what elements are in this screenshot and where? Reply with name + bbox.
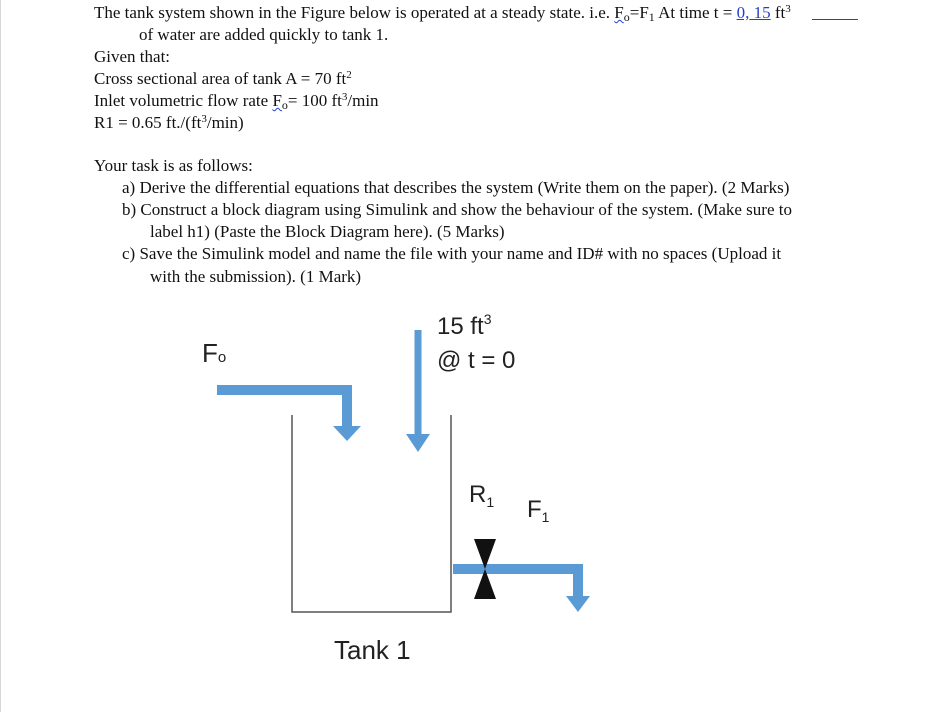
- r1-exponent: 3: [201, 113, 207, 125]
- flow-unit: /min: [347, 91, 379, 110]
- volume-exponent: 3: [785, 3, 791, 15]
- task-b-line-2: label h1) (Paste the Block Diagram here). (5 Marks): [150, 222, 505, 241]
- r1-text: R1 = 0.65 ft./(ft: [94, 113, 202, 132]
- fo-subscript: o: [623, 10, 630, 24]
- outlet-label: [527, 496, 549, 524]
- intro-text-start: The tank system shown in the Figure below is operated at a steady state. i.e.: [94, 3, 615, 22]
- inlet-symbol: F: [202, 338, 218, 368]
- time-zero: 0,: [736, 3, 750, 22]
- outlet-arrowhead: [566, 596, 590, 612]
- flow-symbol: F: [272, 91, 282, 110]
- f1-subscript: 1: [648, 10, 655, 24]
- at-time-text: At time t =: [654, 3, 737, 22]
- inlet-pipe: [217, 390, 347, 428]
- task-c-line-2: with the submission). (1 Mark): [150, 267, 362, 286]
- tank-label: Tank 1: [334, 635, 411, 665]
- outlet-subscript: 1: [541, 509, 550, 525]
- area-exponent: 2: [346, 69, 352, 81]
- area-text: Cross sectional area of tank A = 70 ft: [94, 69, 347, 88]
- fo-symbol: F: [614, 3, 624, 22]
- task-a: a) Derive the differential equations that describes the system (Write them on the paper). (2 Marks): [122, 178, 790, 197]
- tank-walls: [292, 415, 451, 612]
- volume-unit: ft: [770, 3, 786, 22]
- addition-arrowhead: [406, 434, 430, 452]
- inlet-label: [202, 338, 226, 369]
- added-volume: 15: [753, 3, 771, 22]
- flow-text: Inlet volumetric flow rate: [94, 91, 273, 110]
- flow-value: = 100 ft: [287, 91, 342, 110]
- outlet-pipe: [453, 569, 578, 598]
- flow-subscript: o: [281, 98, 288, 112]
- valve-label: [469, 481, 494, 509]
- addition-volume-exponent: 3: [483, 311, 492, 327]
- intro-line-2: of water are added quickly to tank 1.: [139, 25, 389, 44]
- addition-time-label: @ t = 0: [437, 347, 516, 374]
- addition-volume-label: [437, 313, 492, 341]
- valve-symbol: R: [469, 481, 487, 508]
- r1-unit: /min): [206, 113, 244, 132]
- outlet-symbol: F: [527, 496, 542, 523]
- task-b-line-1: b) Construct a block diagram using Simulink and show the behaviour of the system. (Make sure to: [122, 200, 792, 219]
- addition-volume-text: 15 ft: [437, 313, 484, 340]
- valve-subscript: 1: [486, 494, 495, 510]
- equals-f: =F: [629, 3, 649, 22]
- flow-exponent: 3: [341, 91, 348, 103]
- inlet-arrowhead: [333, 426, 361, 441]
- given-heading: Given that:: [94, 47, 171, 66]
- task-heading: Your task is as follows:: [94, 156, 253, 175]
- inlet-subscript: o: [217, 349, 227, 366]
- task-c-line-1: c) Save the Simulink model and name the file with your name and ID# with no spaces (Upload it: [122, 244, 782, 263]
